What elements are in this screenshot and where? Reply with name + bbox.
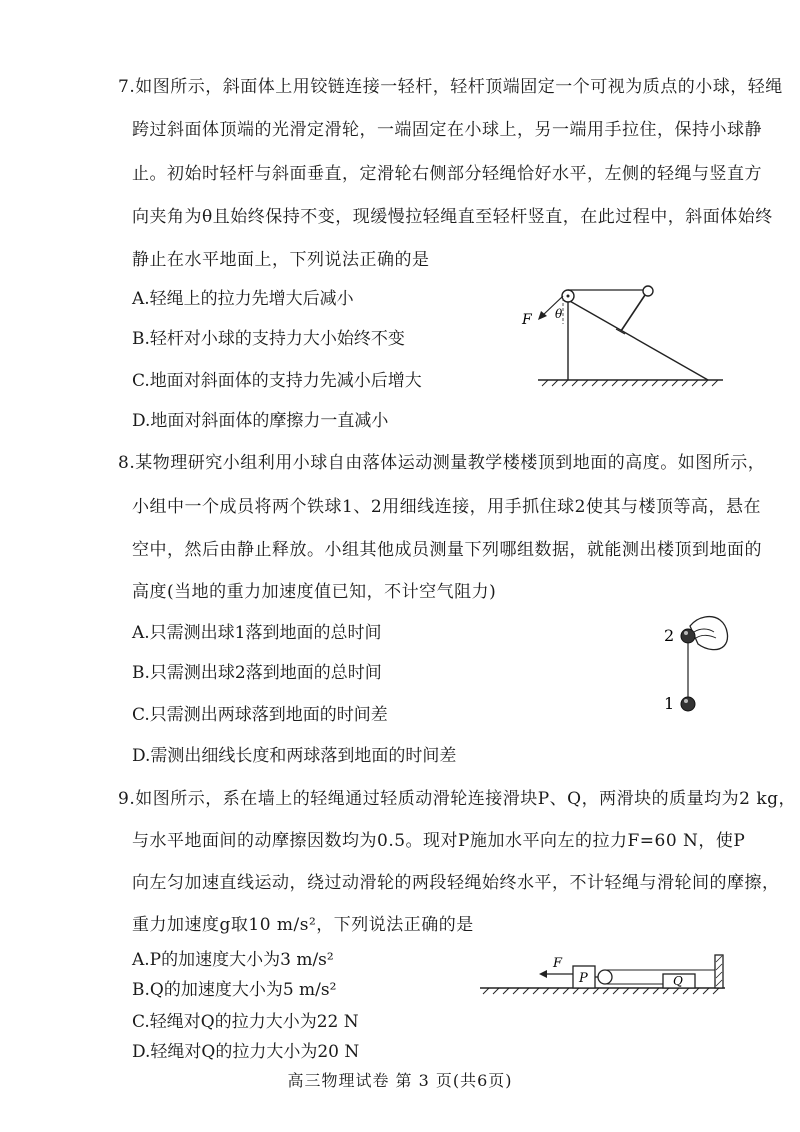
angle-label: θ (555, 307, 563, 321)
hand-icon (690, 617, 727, 650)
q7-stem-line: 向夹角为θ且始终保持不变，现缓慢拉轻绳直至轻杆竖直，在此过程中，斜面体始终 (132, 207, 773, 227)
q9-option-d: D.轻绳对Q的拉力大小为20 N (132, 1042, 360, 1062)
ball-2-icon (681, 629, 695, 643)
q7-stem-line: 静止在水平地面上，下列说法正确的是 (132, 250, 430, 270)
q9-stem-line: 与水平地面间的动摩擦因数均为0.5。现对P施加水平向左的拉力F=60 N，使P (132, 831, 746, 851)
q8-stem-line: 小组中一个成员将两个铁球1、2用细线连接，用手抓住球2使其与楼顶等高，悬在 (132, 497, 761, 517)
ball-2-label: 2 (664, 626, 675, 645)
incline-slope (568, 300, 708, 380)
q9-stem-line: 9.如图所示，系在墙上的轻绳通过轻质动滑轮连接滑块P、Q，两滑块的质量均为2 kg， (118, 789, 796, 809)
ground-hatching (483, 988, 719, 994)
q7-option-d: D.地面对斜面体的摩擦力一直减小 (132, 411, 389, 431)
q8-option-c: C.只需测出两球落到地面的时间差 (132, 705, 388, 725)
q8-stem-line: 空中，然后由静止释放。小组其他成员测量下列哪组数据，就能测出楼顶到地面的 (132, 540, 762, 560)
ball-1-highlight (684, 699, 688, 703)
q9-option-b: B.Q的加速度大小为5 m/s² (132, 980, 337, 1000)
q7-option-c: C.地面对斜面体的支持力先减小后增大 (132, 371, 422, 391)
q8-stem-line: 8.某物理研究小组利用小球自由落体运动测量教学楼楼顶到地面的高度。如图所示， (118, 453, 766, 473)
pulley-axle (567, 295, 570, 298)
q7-option-b: B.轻杆对小球的支持力大小始终不变 (132, 329, 405, 349)
ball-1-icon (681, 697, 695, 711)
q8-option-d: D.需测出细线长度和两球落到地面的时间差 (132, 746, 457, 766)
block-q-label: Q (673, 974, 683, 988)
block-p-label: P (579, 971, 588, 986)
force-label: F (522, 312, 532, 328)
q7-stem-line: 跨过斜面体顶端的光滑定滑轮，一端固定在小球上，另一端用手拉住，保持小球静 (132, 120, 762, 140)
q9-option-c: C.轻绳对Q的拉力大小为22 N (132, 1012, 359, 1032)
q9-pulley-figure (475, 950, 735, 1000)
ball-2-highlight (684, 631, 688, 635)
q7-incline-figure (508, 276, 738, 391)
q8-stem-line: 高度(当地的重力加速度值已知，不计空气阻力) (132, 582, 497, 602)
force-label: F (553, 956, 563, 971)
q7-option-a: A.轻绳上的拉力先增大后减小 (132, 289, 354, 309)
force-arrow-icon (539, 970, 547, 978)
light-rod (621, 295, 645, 331)
q7-stem-line: 止。初始时轻杆与斜面垂直，定滑轮右侧部分轻绳恰好水平，左侧的轻绳与竖直方 (132, 164, 762, 184)
q9-stem-line: 向左匀加速直线运动，绕过动滑轮的两段轻绳始终水平，不计轻绳与滑轮间的摩擦， (132, 873, 780, 893)
movable-pulley-icon (598, 970, 612, 984)
ground-hatching (542, 380, 718, 386)
ball-1-label: 1 (664, 694, 675, 713)
q9-option-a: A.P的加速度大小为3 m/s² (132, 950, 334, 970)
q8-option-a: A.只需测出球1落到地面的总时间 (132, 623, 382, 643)
ball-icon (643, 286, 653, 296)
page-footer: 高三物理试卷 第 3 页(共6页) (287, 1071, 513, 1090)
q8-falling-balls-figure (650, 612, 740, 722)
q7-stem-line: 7.如图所示，斜面体上用铰链连接一轻杆，轻杆顶端固定一个可视为质点的小球，轻绳 (118, 77, 783, 97)
q8-option-b: B.只需测出球2落到地面的总时间 (132, 663, 382, 683)
q9-stem-line: 重力加速度g取10 m/s²，下列说法正确的是 (132, 915, 474, 935)
